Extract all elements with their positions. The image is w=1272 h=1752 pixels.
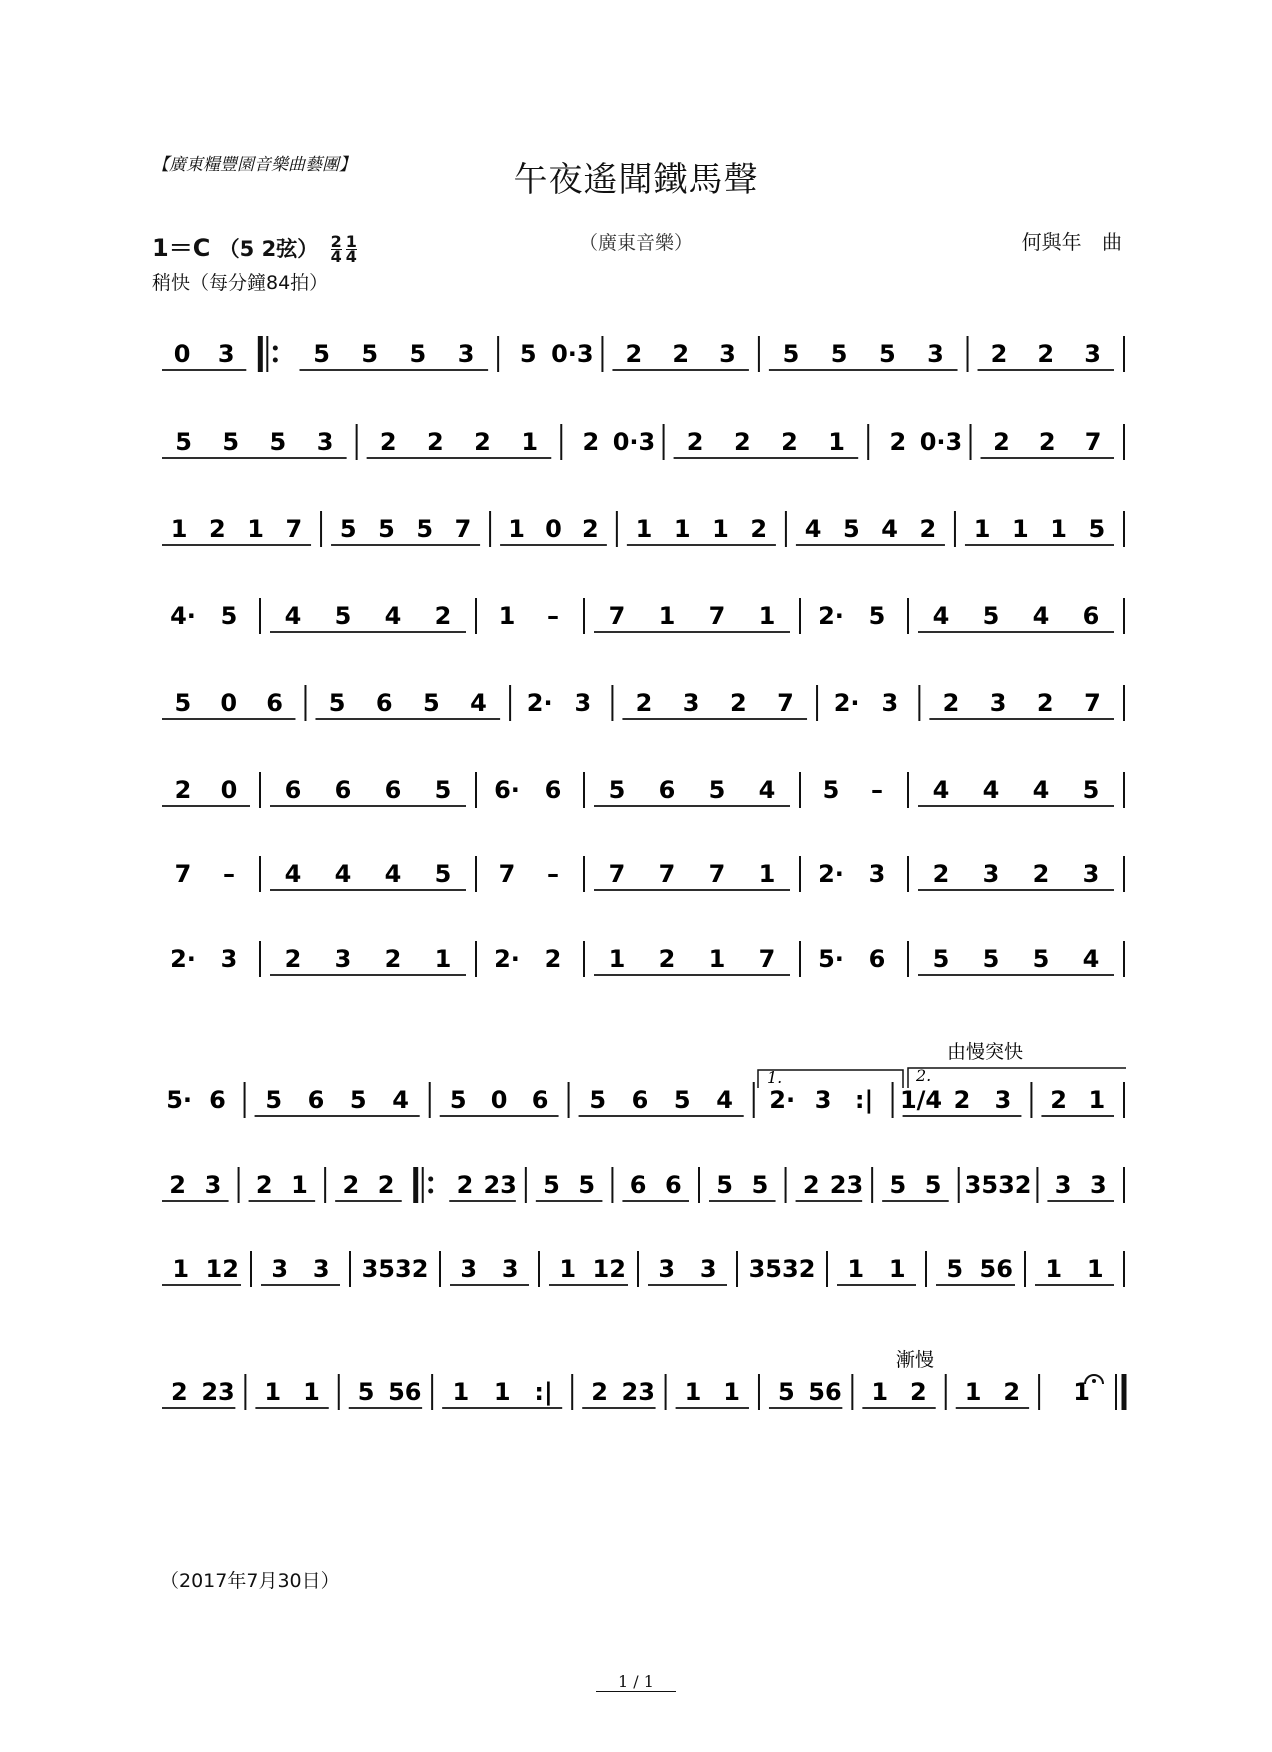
jianpu-note: 2 [932, 860, 950, 888]
jianpu-note: 3 [457, 340, 475, 368]
jianpu-note: 5 [782, 340, 800, 368]
jianpu-note: 1 [559, 1255, 577, 1283]
jianpu-note: 5 [378, 515, 395, 543]
jianpu-note: 5 [220, 602, 238, 630]
jianpu-note: 5 [519, 340, 537, 368]
jianpu-note: 3532 [748, 1255, 816, 1283]
jianpu-note: 1 [498, 602, 516, 630]
jianpu-note: 1 [723, 1378, 740, 1406]
page-title: 午夜遙聞鐵馬聲 [513, 160, 759, 200]
jianpu-note: 7 [708, 860, 726, 888]
jianpu-note: 5 [313, 340, 330, 368]
jianpu-note: 5 [361, 340, 379, 368]
jianpu-note: 2 [942, 689, 960, 717]
jianpu-note: 4 [384, 860, 402, 888]
jianpu-note: 2 [990, 340, 1008, 368]
jianpu-note: 1 [973, 515, 991, 543]
jianpu-note: 2 [1036, 689, 1054, 717]
jianpu-note: 3532 [361, 1255, 429, 1283]
jianpu-note: 5 [434, 776, 452, 804]
jianpu-note: 6 [209, 1086, 226, 1114]
jianpu-note: 1 [247, 515, 265, 543]
jianpu-note: 1 [303, 1378, 320, 1406]
jianpu-note: 6 [334, 776, 352, 804]
jianpu-note: 3 [994, 1086, 1012, 1114]
jianpu-note: 4 [284, 860, 302, 888]
jianpu-note: 2 [174, 776, 192, 804]
jianpu-note: 5 [349, 1086, 367, 1114]
repeat-dot [273, 346, 278, 351]
jianpu-note: 0·3 [919, 428, 963, 456]
jianpu-note: 5 [608, 776, 626, 804]
jianpu-note: 4 [932, 602, 950, 630]
jianpu-note: 2 [993, 428, 1010, 456]
jianpu-note: 3 [501, 1255, 519, 1283]
jianpu-note: 1 [291, 1171, 308, 1199]
jianpu-note: 6 [307, 1086, 325, 1114]
jianpu-note: 6 [531, 1086, 549, 1114]
jianpu-note: 7 [498, 860, 516, 888]
jianpu-note: 1 [758, 860, 776, 888]
jianpu-note: 5 [269, 428, 287, 456]
jianpu-note: 3 [574, 689, 592, 717]
jianpu-note: 2 [1003, 1378, 1021, 1406]
jianpu-note: 3 [217, 340, 235, 368]
jianpu-note: 2 [781, 428, 798, 456]
jianpu-note: 5 [982, 945, 1000, 973]
jianpu-note: 2 [1038, 428, 1056, 456]
jianpu-note: 2 [591, 1378, 608, 1406]
jianpu-note: 3 [1082, 860, 1100, 888]
jianpu-note: 4 [334, 860, 352, 888]
jianpu-note: 3 [719, 340, 736, 368]
jianpu-note: 56 [808, 1378, 842, 1406]
meter-2-4: $\frac{2}{4}$ [330, 231, 342, 266]
jianpu-note: 2 [686, 428, 704, 456]
jianpu-note: 1 [452, 1378, 470, 1406]
jianpu-note: 5 [357, 1378, 375, 1406]
jianpu-note: 56 [979, 1255, 1013, 1283]
jianpu-note: 3 [220, 945, 238, 973]
key-label: 1＝C [152, 234, 211, 262]
strings-value: 5 2 [239, 237, 277, 261]
jianpu-note: 1 [493, 1378, 511, 1406]
jianpu-note: 2 [658, 945, 676, 973]
jianpu-note: – [547, 860, 559, 888]
jianpu-note: :| [854, 1086, 874, 1114]
jianpu-note: 6 [284, 776, 302, 804]
jianpu-note: 1 [673, 515, 691, 543]
jianpu-note: 1 [170, 515, 188, 543]
jianpu-note: 2 [582, 515, 599, 543]
jianpu-note: 7 [658, 860, 676, 888]
tempo-change-sudden-fast: 由慢突快 [946, 1041, 1024, 1063]
jianpu-note: 5 [932, 945, 950, 973]
jianpu-note: 2 [342, 1171, 360, 1199]
jianpu-note: 5 [409, 340, 427, 368]
jianpu-note: 23 [483, 1171, 517, 1199]
jianpu-note: 5 [265, 1086, 283, 1114]
jianpu-note: 2 [209, 515, 226, 543]
jianpu-note: 23 [621, 1378, 655, 1406]
jianpu-note: 1 [1050, 515, 1067, 543]
jianpu-note: 2 [802, 1171, 820, 1199]
jianpu-note: 3 [699, 1255, 717, 1283]
jianpu-note: 6 [631, 1086, 649, 1114]
jianpu-note: 4· [170, 602, 196, 630]
jianpu-note: 3 [982, 860, 1000, 888]
jianpu-note: 3 [334, 945, 352, 973]
jianpu-note: 0 [220, 689, 238, 717]
jianpu-note: 0 [220, 776, 238, 804]
jianpu-note: 6 [629, 1171, 647, 1199]
jianpu-note: 4 [804, 515, 822, 543]
jianpu-note: 12 [592, 1255, 626, 1283]
jianpu-note: 2· [494, 945, 520, 973]
jianpu-note: 2 [953, 1086, 971, 1114]
jianpu-note: 1 [172, 1255, 190, 1283]
jianpu-note: 3 [658, 1255, 676, 1283]
jianpu-note: 5 [1082, 776, 1100, 804]
jianpu-note: 3 [682, 689, 700, 717]
jianpu-note: 12 [205, 1255, 239, 1283]
jianpu-note: 2 [427, 428, 444, 456]
jianpu-note: 6 [544, 776, 562, 804]
jianpu-note: 2 [379, 428, 397, 456]
genre-subtitle: （廣東音樂） [578, 232, 693, 254]
jianpu-note: 4 [1032, 776, 1050, 804]
jianpu-note: 5 [423, 689, 440, 717]
jianpu-note: – [547, 602, 559, 630]
fermata-dot [1092, 1379, 1096, 1383]
jianpu-note: 3 [271, 1255, 289, 1283]
jianpu-note: 6 [375, 689, 393, 717]
jianpu-note: 3 [881, 689, 899, 717]
strings-suffix: 弦） [276, 237, 319, 261]
jianpu-note: 2· [818, 860, 844, 888]
jianpu-note: 7 [758, 945, 776, 973]
jianpu-note: 5 [175, 428, 192, 456]
jianpu-note: 3 [204, 1171, 222, 1199]
jianpu-note: 7 [608, 860, 626, 888]
jianpu-note: 1 [888, 1255, 906, 1283]
jianpu-note: 1 [684, 1378, 702, 1406]
jianpu-note: 1 [1088, 1086, 1106, 1114]
jianpu-note: 4 [932, 776, 950, 804]
jianpu-note: 5 [830, 340, 848, 368]
jianpu-note: – [223, 860, 235, 888]
jianpu-note: :| [534, 1378, 553, 1406]
jianpu-note: 2 [582, 428, 600, 456]
jianpu-note: 1/4 [899, 1086, 943, 1114]
jianpu-note: 3 [1054, 1171, 1072, 1199]
jianpu-note: 3 [460, 1255, 478, 1283]
jianpu-note: 7 [777, 689, 794, 717]
jianpu-note: 2 [434, 602, 452, 630]
jianpu-note: 23 [829, 1171, 864, 1199]
jianpu-note: 2 [456, 1171, 474, 1199]
jianpu-note: 1 [608, 945, 626, 973]
jianpu-note: 4 [1082, 945, 1100, 973]
jianpu-note: 5 [416, 515, 434, 543]
jianpu-note: 7 [708, 602, 726, 630]
jianpu-note: 23 [201, 1378, 235, 1406]
jianpu-note: 5 [673, 1086, 691, 1114]
jianpu-note: 5 [578, 1171, 596, 1199]
jianpu-note: 5 [878, 340, 896, 368]
jianpu-note: 3 [814, 1086, 832, 1114]
jianpu-note: 1 [264, 1378, 282, 1406]
jianpu-note: 2· [526, 689, 553, 717]
jianpu-note: 5 [334, 602, 352, 630]
jianpu-note: 2 [889, 428, 907, 456]
jianpu-note: 5· [166, 1086, 193, 1114]
jianpu-note: 6 [1082, 602, 1100, 630]
jianpu-note: 5 [449, 1086, 467, 1114]
jianpu-note: 2 [750, 515, 768, 543]
jianpu-note: 2 [1032, 860, 1050, 888]
jianpu-note: 3 [1090, 1171, 1107, 1199]
jianpu-note: 5 [889, 1171, 907, 1199]
jianpu-note: 56 [388, 1378, 422, 1406]
tempo-marking: 稍快（每分鐘84拍） [152, 272, 329, 294]
jianpu-note: 7 [174, 860, 192, 888]
repeat-dot [428, 1177, 433, 1182]
jianpu-note: 3 [989, 689, 1007, 717]
jianpu-note: 1 [1011, 515, 1029, 543]
jianpu-note: 6 [658, 776, 676, 804]
jianpu-note: 5 [434, 860, 452, 888]
jianpu-note: 2 [1050, 1086, 1067, 1114]
jianpu-note: – [871, 776, 883, 804]
jianpu-note: 5· [818, 945, 844, 973]
jianpu-note: 3 [868, 860, 886, 888]
jianpu-note: 1 [712, 515, 729, 543]
jianpu-note: 1 [1073, 1378, 1090, 1406]
jianpu-note: 2 [672, 340, 690, 368]
jianpu-note: 2 [170, 1378, 188, 1406]
volta-2-bracket [908, 1068, 1126, 1088]
jianpu-note: 1 [1086, 1255, 1104, 1283]
jianpu-note: 1 [508, 515, 525, 543]
jianpu-note: 5 [543, 1171, 560, 1199]
jianpu-note: 4 [1032, 602, 1050, 630]
jianpu-note: 5 [924, 1171, 942, 1199]
jianpu-note: 0 [490, 1086, 508, 1114]
jianpu-note: 2 [377, 1171, 395, 1199]
jianpu-note: 1 [521, 428, 539, 456]
jianpu-note: 0 [545, 515, 562, 543]
jianpu-note: 5 [868, 602, 886, 630]
meter-1-4: $\frac{1}{4}$ [345, 231, 357, 266]
jianpu-note: 1 [828, 428, 845, 456]
jianpu-note: 1 [434, 945, 452, 973]
jianpu-note: 2 [919, 515, 937, 543]
jianpu-note: 6 [266, 689, 283, 717]
jianpu-note: 5 [174, 689, 192, 717]
jianpu-note: 2 [733, 428, 751, 456]
jianpu-note: 2· [833, 689, 860, 717]
jianpu-note: 4 [716, 1086, 733, 1114]
jianpu-note: 6 [665, 1171, 682, 1199]
repeat-dot [428, 1189, 433, 1194]
jianpu-note: 7 [285, 515, 303, 543]
jianpu-note: 3 [1084, 340, 1101, 368]
jianpu-note: 2 [384, 945, 402, 973]
jianpu-note: 5 [822, 776, 840, 804]
jianpu-note: 5 [339, 515, 357, 543]
jianpu-note: 3 [312, 1255, 330, 1283]
jianpu-note: 2· [769, 1086, 796, 1114]
jianpu-note: 5 [716, 1171, 733, 1199]
jianpu-note: 1 [847, 1255, 865, 1283]
jianpu-note: 4 [881, 515, 898, 543]
jianpu-note: 5 [751, 1171, 769, 1199]
jianpu-note: 4 [982, 776, 1000, 804]
jianpu-note: 5 [982, 602, 1000, 630]
jianpu-note: 1 [635, 515, 653, 543]
jianpu-note: 1 [964, 1378, 982, 1406]
repeat-dot [273, 358, 278, 363]
jianpu-note: 5 [842, 515, 860, 543]
jianpu-note: 2 [625, 340, 643, 368]
jianpu-note: 2· [818, 602, 844, 630]
jianpu-note: 1 [758, 602, 776, 630]
jianpu-note: 3532 [964, 1171, 1032, 1199]
jianpu-note: 2 [729, 689, 747, 717]
jianpu-note: 5 [777, 1378, 795, 1406]
volta-1-label: 1. [767, 1068, 783, 1087]
jianpu-note: 3 [316, 428, 334, 456]
jianpu-note: 2· [170, 945, 196, 973]
jianpu-note: 2 [635, 689, 653, 717]
jianpu-note: 7 [608, 602, 626, 630]
jianpu-note: 1 [871, 1378, 889, 1406]
jianpu-note: 7 [1084, 428, 1102, 456]
jianpu-note: 4 [758, 776, 776, 804]
jianpu-note: 2 [910, 1378, 927, 1406]
jianpu-note: 0·3 [551, 340, 594, 368]
jianpu-note: 4 [384, 602, 402, 630]
composer-credit: 何與年 曲 [1021, 230, 1122, 254]
jianpu-note: 5 [1088, 515, 1106, 543]
jianpu-note: 6 [868, 945, 886, 973]
jianpu-note: 0·3 [612, 428, 656, 456]
jianpu-note: 5 [222, 428, 240, 456]
jianpu-note: 4 [470, 689, 487, 717]
jianpu-note: 5 [1032, 945, 1050, 973]
jianpu-note: 4 [392, 1086, 409, 1114]
jianpu-note: 2 [284, 945, 302, 973]
jianpu-note: 6· [494, 776, 520, 804]
jianpu-note: 7 [454, 515, 472, 543]
jianpu-note: 2 [544, 945, 562, 973]
page-number: 1 / 1 [0, 1672, 1272, 1692]
jianpu-note: 1 [1045, 1255, 1063, 1283]
jianpu-note: 2 [474, 428, 491, 456]
ritardando-marking: 漸慢 [895, 1349, 935, 1371]
jianpu-note: 5 [589, 1086, 607, 1114]
jianpu-note: 2 [255, 1171, 273, 1199]
jianpu-note: 1 [708, 945, 726, 973]
jianpu-note: 1 [658, 602, 676, 630]
volta-2-label: 2. [916, 1066, 932, 1085]
jianpu-note: 7 [1084, 689, 1101, 717]
strings-prefix: （ [218, 237, 240, 261]
jianpu-note: 5 [328, 689, 346, 717]
jianpu-note: 5 [708, 776, 726, 804]
jianpu-note: 2 [169, 1171, 186, 1199]
jianpu-note: 4 [284, 602, 302, 630]
jianpu-note: 6 [384, 776, 402, 804]
jianpu-note: 2 [1037, 340, 1055, 368]
jianpu-note: 3 [927, 340, 944, 368]
date-footer: （2017年7月30日） [160, 1570, 340, 1592]
organization-label: 【廣東糧豐園音樂曲藝團】 [152, 155, 356, 175]
jianpu-note: 5 [946, 1255, 964, 1283]
jianpu-note: 0 [173, 340, 191, 368]
